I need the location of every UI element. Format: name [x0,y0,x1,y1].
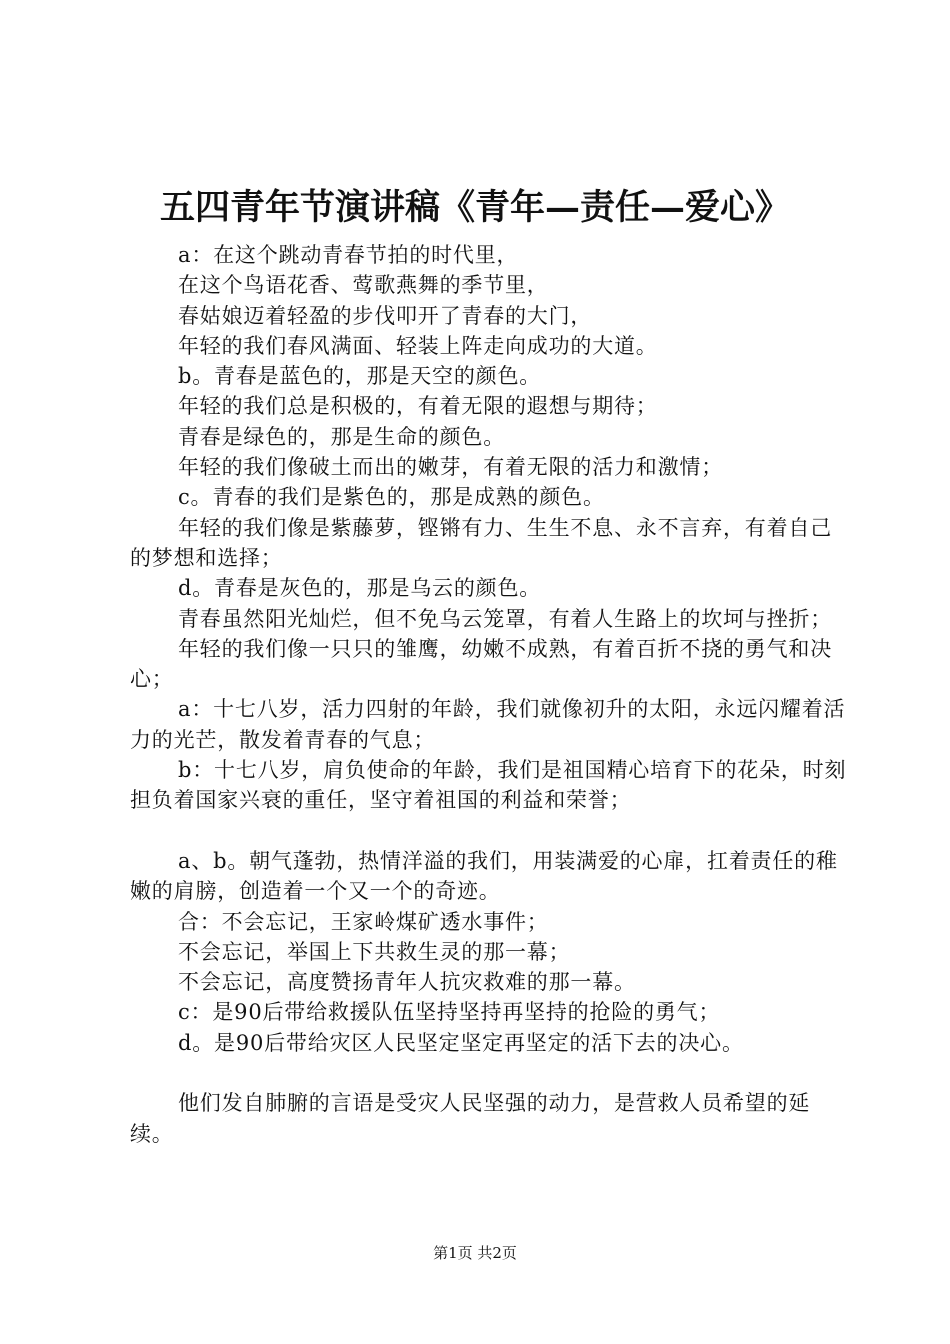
paragraph-13: 年轻的我们像一只只的雏鹰，幼嫩不成熟，有着百折不挠的勇气和决心； [130,636,832,692]
page-footer: 第1页 共2页 [433,1244,517,1262]
paragraph-20: c：是90后带给救援队伍坚持坚持再坚持的抢险的勇气； [178,1000,721,1025]
paragraph-16: a、b。朝气蓬勃，热情洋溢的我们，用装满爱的心扉，扛着责任的稚嫩的肩膀，创造着一个又一个的奇迹。 [130,848,838,904]
paragraph-14: a：十七八岁，活力四射的年龄，我们就像初升的太阳，永远闪耀着活力的光芒，散发着青春的气息； [130,697,846,752]
paragraph-18: 不会忘记，举国上下共救生灵的那一幕； [178,939,571,964]
paragraph-2: 在这个鸟语花香、莺歌燕舞的季节里， [178,273,549,298]
paragraph-7: 青春是绿色的，那是生命的颜色。 [178,424,505,449]
paragraph-12: 青春虽然阳光灿烂，但不免乌云笼罩，有着人生路上的坎坷与挫折； [178,606,832,631]
paragraph-9: c。青春的我们是紫色的，那是成熟的颜色。 [178,485,605,510]
paragraph-10: 年轻的我们像是紫藤萝，铿锵有力、生生不息、永不言弃，有着自己的梦想和选择； [130,515,832,570]
paragraph-8: 年轻的我们像破土而出的嫩芽，有着无限的活力和激情； [178,455,723,480]
paragraph-17: 合：不会忘记，王家岭煤矿透水事件； [178,909,549,934]
paragraph-22: 他们发自肺腑的言语是受灾人民坚强的动力，是营救人员希望的延续。 [130,1091,811,1146]
paragraph-1: a：在这个跳动青春节拍的时代里， [178,243,519,267]
document-body [130,240,850,1149]
paragraph-21: d。是90后带给灾区人民坚定坚定再坚定的活下去的决心。 [178,1030,744,1055]
paragraph-5: b。青春是蓝色的，那是天空的颜色。 [178,364,542,389]
paragraph-6: 年轻的我们总是积极的，有着无限的遐想与期待； [178,394,658,419]
paragraph-15: b：十七八岁，肩负使命的年龄，我们是祖国精心培育下的花朵，时刻担负着国家兴衰的重任，坚守着祖国的利益和荣誉； [130,758,847,813]
paragraph-19: 不会忘记，高度赞扬青年人抗灾救难的那一幕。 [178,970,636,995]
paragraph-4: 年轻的我们春风满面、轻装上阵走向成功的大道。 [178,333,658,358]
blank-line [130,816,850,846]
blank-line [130,1058,850,1088]
paragraph-3: 春姑娘迈着轻盈的步伐叩开了青春的大门， [178,303,593,328]
paragraph-11: d。青春是灰色的，那是乌云的颜色。 [178,576,542,601]
document-title: 五四青年节演讲稿《青年—责任—爱心》 [159,187,790,228]
